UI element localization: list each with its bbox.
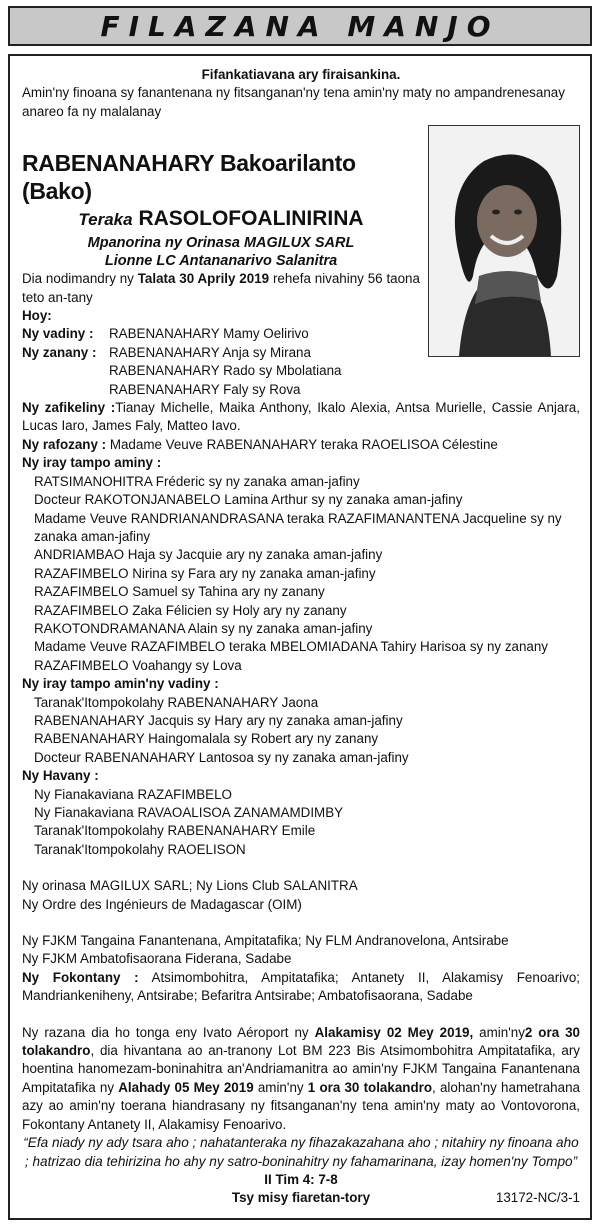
tampo-aminy-label: Ny iray tampo aminy : (22, 455, 162, 471)
list-item: RABENANAHARY Jacquis sy Hary ary ny zanaka aman-jafiny (34, 712, 403, 728)
vadiny-row (22, 325, 420, 343)
list-item: Madame Veuve RAZAFIMBELO teraka MBELOMIADANA Tahiry Harisoa sy ny zanany (34, 639, 549, 655)
funeral-time-1: 2 ora 30 tolakandro (22, 1024, 581, 1059)
zanany-value-0: RABENANAHARY Anja sy Mirana (109, 344, 311, 360)
role-2: Lionne LC Antananarivo Salanitra (104, 253, 338, 270)
footer-note: Tsy misy fiaretan-tory (231, 1190, 371, 1206)
bible-quote: “Efa niady ny ady tsara aho ; nahatanteraka ny fihazakazahana aho ; nitahiry ny finoana aho ; hatrizao dia tehirizina ho ahy ny satro-boninahitry ny fahamarinana, izay homen'ny Tompo” (23, 1135, 579, 1169)
list-item: RAZAFIMBELO Samuel sy Tahina ary ny zanany (34, 584, 325, 600)
ad-code: 13172-NC/3-1 (495, 1190, 580, 1206)
funeral-text-1: Ny razana dia ho tonga eny Ivato Aéroport ny (22, 1024, 309, 1040)
tampo-aminy-list (22, 473, 580, 675)
death-post: rehefa nivahiny 56 taona teto an-tany (22, 271, 420, 305)
zafikeliny-label: Ny zafikeliny : (22, 400, 116, 416)
rafozany-value: Madame Veuve RABENANAHARY teraka RAOELISOA Célestine (109, 436, 498, 452)
header-banner (8, 6, 592, 46)
list-item: Ny Fianakaviana RAZAFIMBELO (34, 786, 232, 802)
list-item: RABENANAHARY Haingomalala sy Robert ary ny zanany (34, 731, 379, 747)
funeral-date-2: Alahady 05 Mey 2019 (118, 1079, 254, 1095)
zanany-label: Ny zanany : (22, 344, 97, 360)
intro-title: Fifankatiavana ary firaisankina. (201, 67, 401, 82)
havany-label: Ny Havany : (22, 768, 99, 784)
portrait-photo (428, 125, 580, 357)
rafozany-label: Ny rafozany : (22, 436, 107, 452)
fokontany-label: Ny Fokontany : (22, 969, 139, 985)
tampo-vadiny-list (22, 694, 580, 768)
list-item: Ny Fianakaviana RAVAOALISOA ZANAMAMDIMBY (34, 805, 344, 820)
fokontany-block (22, 969, 580, 1006)
vadiny-value: RABENANAHARY Mamy Oelirivo (109, 326, 309, 342)
funeral-text-3: , dia hivantana ao an-tranony Lot BM 223 Bis Atsimombohitra Ampitatafika, ary hoentina hanomezam-boninahitra an'Andriamanitra ao amin'ny FJKM Tangaina Fanantenana Ampitatafika ny (22, 1043, 580, 1095)
list-item: RAZAFIMBELO Nirina sy Fara ary ny zanaka aman-jafiny (34, 565, 376, 581)
funeral-text-4: amin'ny (257, 1079, 304, 1095)
havany-list (22, 786, 580, 860)
header-title: FILAZANA MANJO (100, 9, 500, 43)
list-item: Docteur RABENANAHARY Lantosoa sy ny zanaka aman-jafiny (34, 749, 409, 765)
funeral-paragraph (22, 1024, 580, 1134)
churches-line-1: Ny FJKM Tangaina Fanantenana, Ampitatafika; Ny FLM Andranovelona, Antsirabe (22, 933, 509, 949)
orgs-line-1: Ny orinasa MAGILUX SARL; Ny Lions Club SALANITRA (22, 878, 358, 894)
tampo-vadiny-label: Ny iray tampo amin'ny vadiny : (22, 676, 219, 692)
zafikeliny-block (22, 399, 580, 436)
funeral-time-2: 1 ora 30 tolakandro (307, 1079, 433, 1095)
fokontany-value: Atsimombohitra, Ampitatafika; Antanety II, Alakamisy Fenoarivo; Mandriankeniheny, Antsirabe; Befaritra Antsirabe; Ambatofisaorana, Sadabe (22, 969, 581, 1004)
rafozany-row (22, 436, 580, 454)
hoy-label: Hoy: (22, 308, 52, 324)
list-item: Docteur RAKOTONJANABELO Lamina Arthur sy ny zanaka aman-jafiny (34, 492, 463, 508)
list-item: Madame Veuve RANDRIANANDRASANA teraka RAZAFIMANANTENA Jacqueline sy ny zanaka aman-jafiny (34, 510, 562, 544)
funeral-text-5: , alohan'ny hametrahana azy ao amin'ny toerana hiandrasany ny fitsanganan'ny tena amin'ny maty ao Vontovorona, Fokontany Antanety II, Alakamisy Fenoarivo. (22, 1079, 580, 1132)
maiden-name: RASOLOFOALINIRINA (138, 207, 364, 231)
list-item: RAZAFIMBELO Zaka Félicien sy Holy ary ny zanany (34, 602, 347, 618)
intro-text: Amin'ny finoana sy fanantenana ny fitsanganan'ny tena amin'ny maty no ampandrenesanay anareo fa ny malalanay (22, 85, 565, 119)
obituary-frame (8, 54, 592, 1220)
zanany-value-2: RABENANAHARY Faly sy Rova (109, 381, 301, 397)
list-item: Taranak'Itompokolahy RABENANAHARY Jaona (34, 694, 319, 710)
funeral-date-1: Alakamisy 02 Mey 2019, (314, 1024, 474, 1040)
zanany-value-1: RABENANAHARY Rado sy Mbolatiana (109, 363, 342, 379)
death-pre: Dia nodimandry ny (22, 271, 134, 287)
list-item: Taranak'Itompokolahy RAOELISON (34, 841, 246, 857)
orgs-line-2: Ny Ordre des Ingénieurs de Madagascar (OIM) (22, 896, 302, 912)
list-item: RATSIMANOHITRA Fréderic sy ny zanaka aman-jafiny (34, 473, 360, 489)
death-date: Talata 30 Aprily 2019 (137, 271, 270, 287)
teraka-label: Teraka (78, 210, 133, 230)
bible-reference: II Tim 4: 7-8 (264, 1171, 338, 1187)
footer-row (22, 1189, 580, 1207)
list-item: RAZAFIMBELO Voahangy sy Lova (34, 657, 242, 673)
churches-line-2: Ny FJKM Ambatofisaorana Fiderana, Sadabe (22, 951, 292, 967)
list-item: ANDRIAMBAO Haja sy Jacquie ary ny zanaka aman-jafiny (34, 547, 383, 563)
role-1: Mpanorina ny Orinasa MAGILUX SARL (87, 235, 355, 252)
list-item: Taranak'Itompokolahy RABENANAHARY Emile (34, 823, 316, 839)
list-item: RAKOTONDRAMANANA Alain sy ny zanaka aman-jafiny (34, 620, 373, 636)
vadiny-label: Ny vadiny : (22, 326, 94, 342)
portrait-image (429, 126, 579, 356)
deceased-name: RABENANAHARY Bakoarilanto (Bako) (22, 150, 356, 205)
zanany-row (22, 344, 420, 362)
funeral-text-2: amin'ny (479, 1024, 525, 1040)
zafikeliny-value: Tianay Michelle, Maika Anthony, Ikalo Alexia, Antsa Murielle, Cassie Anjara, Lucas Iaro, James Faly, Matteo Iavo. (22, 400, 580, 434)
